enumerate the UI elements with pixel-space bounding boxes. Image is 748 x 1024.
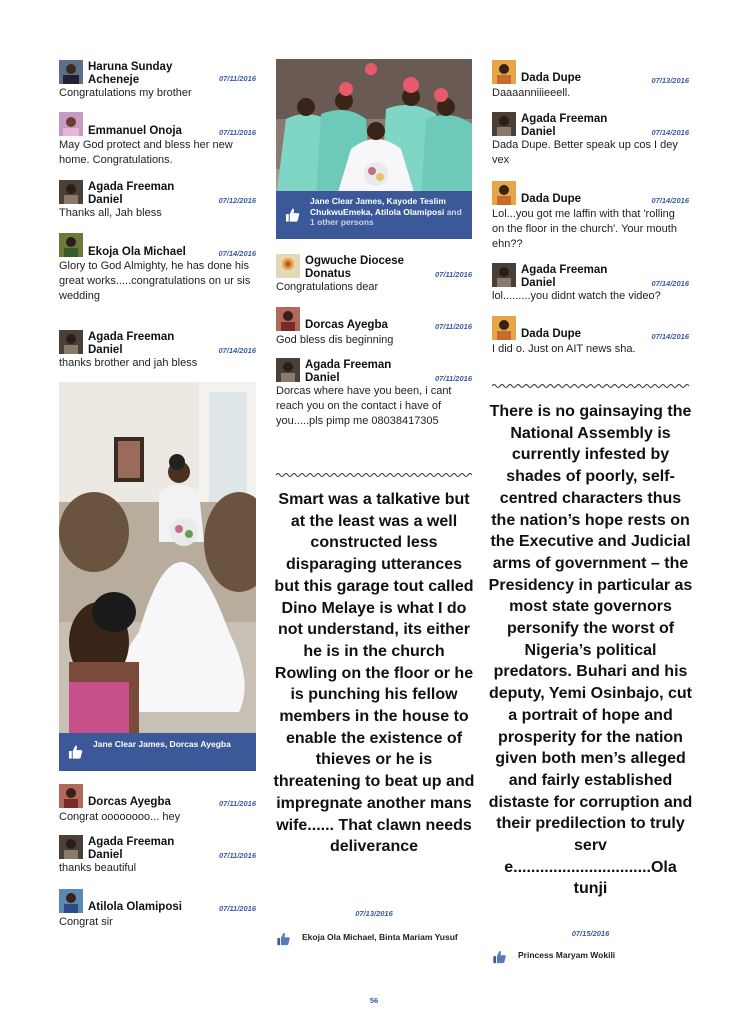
like-thumb-icon[interactable] <box>285 208 300 223</box>
comment <box>59 784 256 825</box>
quote-text: Smart was a talkative but at the least was a well constructed less disparaging utterances but this garage tout called Dino Melaye is what I do not understand, its either he is in the church Rowling on the floor or he is punching his fellow members in the house to enable the existence of thieves or he is threatening to beat up and impregnate another mans wife...... That clawn needs deliverance <box>273 491 475 856</box>
comment-date: 07/12/2016 <box>218 196 256 205</box>
comment-text: Thanks all, Jah bless <box>59 207 162 219</box>
commenter-name[interactable]: Agada Freeman Daniel <box>88 836 175 861</box>
comment <box>492 316 689 357</box>
comment <box>492 263 689 304</box>
comment-text: Congratulations dear <box>276 281 379 293</box>
commenter-name[interactable]: Agada Freeman Daniel <box>521 264 608 289</box>
comment-date: 07/11/2016 <box>219 904 256 913</box>
comment-date: 07/11/2016 <box>435 270 472 279</box>
comment <box>59 180 256 221</box>
comment-text: Glory to God Almighty, he has done his great works.....congratulations on ur sis wedding <box>59 260 251 302</box>
avatar[interactable] <box>59 112 83 136</box>
avatar[interactable] <box>276 254 300 278</box>
comment <box>276 358 472 429</box>
comment <box>59 835 256 876</box>
comment-date: 07/14/2016 <box>651 279 689 288</box>
comment <box>59 112 256 168</box>
avatar[interactable] <box>59 233 83 257</box>
commenter-name[interactable]: Agada Freeman Daniel <box>305 359 392 384</box>
commenter-name[interactable]: Agada Freeman Daniel <box>88 181 175 206</box>
wavy-divider <box>492 382 689 390</box>
comment-date: 07/13/2016 <box>651 76 689 85</box>
like-thumb-icon[interactable] <box>492 950 507 964</box>
bride-photo[interactable] <box>59 382 256 771</box>
comment <box>492 181 689 252</box>
avatar[interactable] <box>492 60 516 84</box>
like-thumb-icon[interactable] <box>68 745 83 760</box>
comment <box>59 330 256 371</box>
comment <box>492 60 689 101</box>
like-thumb-icon[interactable] <box>276 932 291 946</box>
avatar[interactable] <box>59 835 83 859</box>
comment-date: 07/11/2016 <box>219 74 256 83</box>
comment-text: Congrat sir <box>59 916 113 928</box>
comment <box>276 254 472 295</box>
avatar[interactable] <box>492 181 516 205</box>
comment-text: Congrat oooooooo... hey <box>59 811 181 823</box>
commenter-name[interactable]: Dada Dupe <box>521 193 582 205</box>
quote-text: There is no gainsaying the National Assembly is currently infested by shades of poorly, self-centred characters thus the nation’s hope rests on the Executive and Judicial arms of government – the Presidency in particular as most state governors personify the worst of Nigeria’s political predators. Buhari and his deputy, Yemi Osinbajo, cut a portrait of hope and prosperity for the nation given both men’s alleged and fairly established distaste for corruption and their predilection to truly serv e...............................Ola tunji <box>488 403 693 898</box>
likers-names: Ekoja Ola Michael, Binta Mariam Yusuf <box>302 932 458 942</box>
comment-text: Lol...you got me laffin with that 'rolling on the floor in the church'. Your mouth ehn?? <box>492 208 677 250</box>
comment <box>59 233 256 304</box>
avatar[interactable] <box>276 358 300 382</box>
photo-likes[interactable] <box>59 733 256 771</box>
commenter-name[interactable]: Agada Freeman Daniel <box>521 113 608 138</box>
commenter-name[interactable]: Dorcas Ayegba <box>88 796 171 808</box>
avatar[interactable] <box>276 307 300 331</box>
avatar[interactable] <box>59 889 83 913</box>
wavy-divider <box>276 471 472 479</box>
avatar[interactable] <box>492 263 516 287</box>
avatar[interactable] <box>492 316 516 340</box>
comment-text: Congratulations my brother <box>59 87 192 99</box>
comment-text: thanks beautiful <box>59 862 137 874</box>
comment-text: Dada Dupe. Better speak up cos I dey vex <box>492 139 678 166</box>
comment-text: I did o. Just on AIT news sha. <box>492 343 636 355</box>
commenter-name[interactable]: Dada Dupe <box>521 72 582 84</box>
comment-date: 07/11/2016 <box>219 851 256 860</box>
avatar[interactable] <box>492 112 516 136</box>
comment-text: God bless dis beginning <box>276 334 394 346</box>
bridesmaids-photo[interactable] <box>276 59 472 239</box>
comment-date: 07/11/2016 <box>435 322 472 331</box>
comment-date: 07/11/2016 <box>219 128 256 137</box>
commenter-name[interactable]: Agada Freeman Daniel <box>88 331 175 356</box>
quote-date: 07/15/2016 <box>571 929 610 938</box>
photo-likes[interactable] <box>276 191 472 239</box>
avatar[interactable] <box>59 60 83 84</box>
comment-date: 07/11/2016 <box>435 374 472 383</box>
commenter-name[interactable]: Emmanuel Onoja <box>88 125 182 137</box>
commenter-name[interactable]: Haruna Sunday Acheneje <box>88 61 173 86</box>
comment-date: 07/14/2016 <box>651 196 689 205</box>
comment-date: 07/11/2016 <box>219 799 256 808</box>
comment <box>492 112 689 168</box>
comment-date: 07/14/2016 <box>651 332 689 341</box>
commenter-name[interactable]: Atilola Olamiposi <box>88 901 182 913</box>
page-number: 56 <box>369 996 379 1005</box>
quote-date: 07/13/2016 <box>355 909 393 918</box>
avatar[interactable] <box>59 330 83 354</box>
commenter-name[interactable]: Dorcas Ayegba <box>305 319 388 331</box>
comment <box>276 307 472 348</box>
avatar[interactable] <box>59 180 83 204</box>
likers-names: Jane Clear James, Dorcas Ayegba <box>93 739 231 749</box>
comment-date: 07/14/2016 <box>651 128 689 137</box>
commenter-name[interactable]: Ekoja Ola Michael <box>88 246 186 258</box>
comment-text: May God protect and bless her new home. Congratulations. <box>59 139 233 166</box>
comment-date: 07/14/2016 <box>218 249 256 258</box>
comment <box>59 889 256 930</box>
likers-names: Princess Maryam Wokili <box>518 950 616 960</box>
comment-text: lol.........you didnt watch the video? <box>492 290 661 302</box>
comment <box>59 60 256 101</box>
comment-text: thanks brother and jah bless <box>59 357 198 369</box>
avatar[interactable] <box>59 784 83 808</box>
comment-date: 07/14/2016 <box>218 346 256 355</box>
comment-text: Daaaanniiieeell. <box>492 87 571 99</box>
commenter-name[interactable]: Dada Dupe <box>521 328 582 340</box>
other-likers[interactable]: and 1 other persons <box>310 206 462 227</box>
commenter-name[interactable]: Ogwuche Diocese Donatus <box>305 255 405 280</box>
comment-text: Dorcas where have you been, i cant reach you on the contact i have of you.....pls pimp me 08038417305 <box>276 385 452 427</box>
likers-names: Jane Clear James, Kayode Teslim ChukwuEmeka, Atilola Olamiposi <box>310 196 446 217</box>
